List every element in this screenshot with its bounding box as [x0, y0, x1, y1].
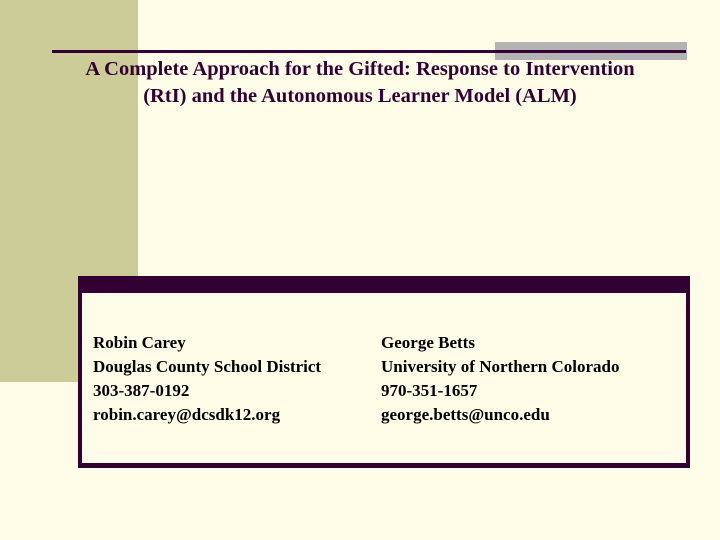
author-phone: 303-387-0192	[93, 381, 190, 400]
author-column-2	[381, 331, 619, 427]
slide-title-line-1: A Complete Approach for the Gifted: Response to Intervention	[85, 58, 635, 80]
author-name: George Betts	[381, 333, 475, 352]
author-phone: 970-351-1657	[381, 381, 478, 400]
slide-title	[20, 56, 700, 110]
author-box	[78, 276, 690, 468]
author-organization: Douglas County School District	[93, 357, 322, 376]
author-organization: University of Northern Colorado	[381, 357, 620, 376]
author-email: robin.carey@dcsdk12.org	[93, 405, 281, 424]
author-box-inner	[82, 293, 686, 463]
author-name: Robin Carey	[93, 333, 186, 352]
title-rule	[52, 50, 686, 53]
slide-title-line-2: (RtI) and the Autonomous Learner Model (ALM)	[143, 85, 577, 107]
author-email: george.betts@unco.edu	[381, 405, 550, 424]
author-column-1	[93, 331, 321, 427]
